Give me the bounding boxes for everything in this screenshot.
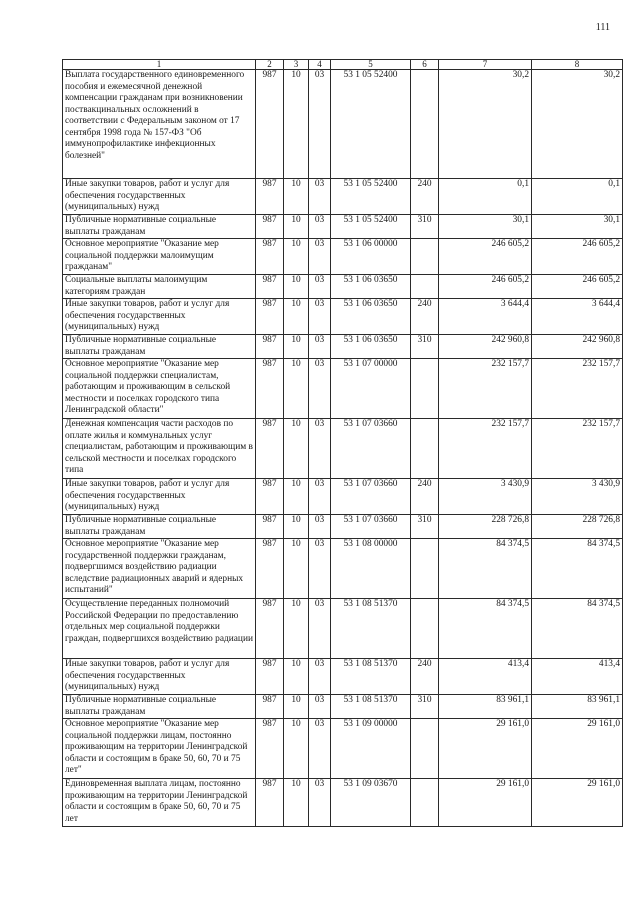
table-row <box>63 695 623 719</box>
row-col5: 53 1 07 00000 <box>331 359 411 419</box>
row-col8: 30,1 <box>532 215 623 239</box>
row-col2: 987 <box>256 779 284 827</box>
row-col2: 987 <box>256 70 284 179</box>
column-header: 8 <box>532 60 623 70</box>
row-col6 <box>411 599 439 659</box>
table-row <box>63 479 623 515</box>
row-col8: 413,4 <box>532 659 623 695</box>
row-col8: 228 726,8 <box>532 515 623 539</box>
table-body <box>63 70 623 827</box>
row-col7: 246 605,2 <box>439 275 532 299</box>
row-name: Иные закупки товаров, работ и услуг для обеспечения государственных (муниципальных) нужд <box>63 299 256 335</box>
row-col6: 310 <box>411 335 439 359</box>
row-col8: 232 157,7 <box>532 419 623 479</box>
column-header: 6 <box>411 60 439 70</box>
row-col4: 03 <box>309 359 331 419</box>
row-col4: 03 <box>309 299 331 335</box>
row-col3: 10 <box>284 239 309 275</box>
row-col2: 987 <box>256 215 284 239</box>
row-col4: 03 <box>309 779 331 827</box>
row-col4: 03 <box>309 70 331 179</box>
row-col7: 30,1 <box>439 215 532 239</box>
row-col5: 53 1 08 51370 <box>331 599 411 659</box>
header-row <box>63 60 623 70</box>
row-col5: 53 1 08 51370 <box>331 695 411 719</box>
row-col6: 310 <box>411 515 439 539</box>
column-header: 5 <box>331 60 411 70</box>
row-col6: 240 <box>411 179 439 215</box>
row-col2: 987 <box>256 695 284 719</box>
row-col7: 3 430,9 <box>439 479 532 515</box>
row-col8: 246 605,2 <box>532 275 623 299</box>
table-row <box>63 359 623 419</box>
row-col2: 987 <box>256 335 284 359</box>
row-col4: 03 <box>309 419 331 479</box>
row-col2: 987 <box>256 299 284 335</box>
row-col3: 10 <box>284 275 309 299</box>
table-row <box>63 779 623 827</box>
row-col8: 84 374,5 <box>532 599 623 659</box>
row-col7: 29 161,0 <box>439 719 532 779</box>
row-col7: 83 961,1 <box>439 695 532 719</box>
row-col5: 53 1 05 52400 <box>331 179 411 215</box>
row-col5: 53 1 06 00000 <box>331 239 411 275</box>
row-name: Иные закупки товаров, работ и услуг для обеспечения государственных (муниципальных) нужд <box>63 659 256 695</box>
row-col2: 987 <box>256 239 284 275</box>
row-col6 <box>411 359 439 419</box>
row-col5: 53 1 09 00000 <box>331 719 411 779</box>
row-col3: 10 <box>284 719 309 779</box>
row-col5: 53 1 05 52400 <box>331 215 411 239</box>
row-col7: 0,1 <box>439 179 532 215</box>
row-col4: 03 <box>309 695 331 719</box>
table-row <box>63 539 623 599</box>
row-col2: 987 <box>256 179 284 215</box>
row-col7: 413,4 <box>439 659 532 695</box>
row-col8: 246 605,2 <box>532 239 623 275</box>
row-name: Основное мероприятие "Оказание мер социальной поддержки лицам, постоянно проживающим на территории Ленинградской области и состоящим в браке 50, 60, 70 и 75 лет" <box>63 719 256 779</box>
row-col7: 242 960,8 <box>439 335 532 359</box>
row-col6: 240 <box>411 299 439 335</box>
row-col2: 987 <box>256 359 284 419</box>
table-row <box>63 179 623 215</box>
row-col7: 84 374,5 <box>439 599 532 659</box>
row-name: Основное мероприятие "Оказание мер социальной поддержки малоимущим гражданам" <box>63 239 256 275</box>
row-name: Публичные нормативные социальные выплаты гражданам <box>63 515 256 539</box>
row-col4: 03 <box>309 599 331 659</box>
table-row <box>63 419 623 479</box>
row-col8: 242 960,8 <box>532 335 623 359</box>
row-name: Денежная компенсация части расходов по оплате жилья и коммунальных услуг специалистам, работающим и проживающим в сельской местности и поселках городского типа <box>63 419 256 479</box>
row-col4: 03 <box>309 515 331 539</box>
row-name: Основное мероприятие "Оказание мер государственной поддержки гражданам, подвергшимся воздействию радиации вследствие радиационных аварий и ядерных испытаний" <box>63 539 256 599</box>
table-row <box>63 275 623 299</box>
row-col3: 10 <box>284 419 309 479</box>
table-row <box>63 239 623 275</box>
row-col5: 53 1 06 03650 <box>331 335 411 359</box>
row-col6: 240 <box>411 479 439 515</box>
row-col4: 03 <box>309 215 331 239</box>
row-col3: 10 <box>284 179 309 215</box>
row-col8: 30,2 <box>532 70 623 179</box>
row-col3: 10 <box>284 479 309 515</box>
row-col3: 10 <box>284 695 309 719</box>
row-name: Публичные нормативные социальные выплаты гражданам <box>63 695 256 719</box>
table-row <box>63 299 623 335</box>
row-col7: 30,2 <box>439 70 532 179</box>
table-row <box>63 335 623 359</box>
row-name: Единовременная выплата лицам, постоянно проживающим на территории Ленинградской области и состоящим в браке 50, 60, 70 и 75 лет <box>63 779 256 827</box>
table-row <box>63 719 623 779</box>
row-name: Иные закупки товаров, работ и услуг для обеспечения государственных (муниципальных) нужд <box>63 479 256 515</box>
row-col8: 232 157,7 <box>532 359 623 419</box>
row-col8: 84 374,5 <box>532 539 623 599</box>
row-col8: 3 430,9 <box>532 479 623 515</box>
row-col7: 246 605,2 <box>439 239 532 275</box>
row-name: Публичные нормативные социальные выплаты гражданам <box>63 215 256 239</box>
budget-table <box>62 59 623 827</box>
row-col3: 10 <box>284 215 309 239</box>
row-col2: 987 <box>256 419 284 479</box>
row-col5: 53 1 08 00000 <box>331 539 411 599</box>
row-name: Публичные нормативные социальные выплаты гражданам <box>63 335 256 359</box>
row-col7: 3 644,4 <box>439 299 532 335</box>
row-col3: 10 <box>284 659 309 695</box>
row-col5: 53 1 06 03650 <box>331 299 411 335</box>
row-col8: 3 644,4 <box>532 299 623 335</box>
page-number: 111 <box>595 22 610 33</box>
row-col7: 84 374,5 <box>439 539 532 599</box>
row-name: Осуществление переданных полномочий Российской Федерации по предоставлению отдельных мер социальной поддержки граждан, подвергшихся воздействию радиации <box>63 599 256 659</box>
row-col4: 03 <box>309 479 331 515</box>
row-name: Социальные выплаты малоимущим категориям граждан <box>63 275 256 299</box>
table-row <box>63 215 623 239</box>
row-col4: 03 <box>309 539 331 599</box>
row-col7: 232 157,7 <box>439 419 532 479</box>
row-name: Выплата государственного единовременного пособия и ежемесячной денежной компенсации гражданам при возникновении поствакцинальных осложнений в соответствии с Федеральным законом от 17 сентября 1998 года № 157-ФЗ "Об иммунопрофилактике инфекционных болезней" <box>63 70 256 179</box>
row-col3: 10 <box>284 599 309 659</box>
row-col3: 10 <box>284 779 309 827</box>
row-col3: 10 <box>284 515 309 539</box>
row-col4: 03 <box>309 275 331 299</box>
row-col6 <box>411 70 439 179</box>
row-col5: 53 1 07 03660 <box>331 515 411 539</box>
row-col5: 53 1 07 03660 <box>331 419 411 479</box>
row-col6 <box>411 539 439 599</box>
row-col2: 987 <box>256 659 284 695</box>
table-row <box>63 659 623 695</box>
row-col4: 03 <box>309 335 331 359</box>
row-col6 <box>411 779 439 827</box>
row-col6 <box>411 239 439 275</box>
row-col5: 53 1 09 03670 <box>331 779 411 827</box>
row-col7: 232 157,7 <box>439 359 532 419</box>
row-col6: 240 <box>411 659 439 695</box>
row-col3: 10 <box>284 359 309 419</box>
column-header: 7 <box>439 60 532 70</box>
row-col5: 53 1 07 03660 <box>331 479 411 515</box>
row-col8: 0,1 <box>532 179 623 215</box>
row-col6 <box>411 419 439 479</box>
row-col5: 53 1 05 52400 <box>331 70 411 179</box>
row-col3: 10 <box>284 335 309 359</box>
row-col5: 53 1 08 51370 <box>331 659 411 695</box>
row-col2: 987 <box>256 515 284 539</box>
row-col8: 83 961,1 <box>532 695 623 719</box>
row-col4: 03 <box>309 719 331 779</box>
row-col6 <box>411 275 439 299</box>
row-col2: 987 <box>256 275 284 299</box>
row-col3: 10 <box>284 70 309 179</box>
table-row <box>63 599 623 659</box>
row-col4: 03 <box>309 659 331 695</box>
row-col6: 310 <box>411 215 439 239</box>
column-header: 4 <box>309 60 331 70</box>
row-col8: 29 161,0 <box>532 779 623 827</box>
table-row <box>63 70 623 179</box>
row-col7: 228 726,8 <box>439 515 532 539</box>
row-col7: 29 161,0 <box>439 779 532 827</box>
row-col3: 10 <box>284 539 309 599</box>
row-col2: 987 <box>256 599 284 659</box>
row-col3: 10 <box>284 299 309 335</box>
row-col4: 03 <box>309 179 331 215</box>
row-col5: 53 1 06 03650 <box>331 275 411 299</box>
row-col6 <box>411 719 439 779</box>
column-header: 2 <box>256 60 284 70</box>
row-name: Иные закупки товаров, работ и услуг для обеспечения государственных (муниципальных) нужд <box>63 179 256 215</box>
row-col2: 987 <box>256 539 284 599</box>
row-name: Основное мероприятие "Оказание мер социальной поддержки специалистам, работающим и проживающим в сельской местности и поселках городского типа Ленинградской области" <box>63 359 256 419</box>
row-col4: 03 <box>309 239 331 275</box>
row-col6: 310 <box>411 695 439 719</box>
table-row <box>63 515 623 539</box>
column-header: 1 <box>63 60 256 70</box>
row-col8: 29 161,0 <box>532 719 623 779</box>
row-col2: 987 <box>256 479 284 515</box>
column-header: 3 <box>284 60 309 70</box>
row-col2: 987 <box>256 719 284 779</box>
